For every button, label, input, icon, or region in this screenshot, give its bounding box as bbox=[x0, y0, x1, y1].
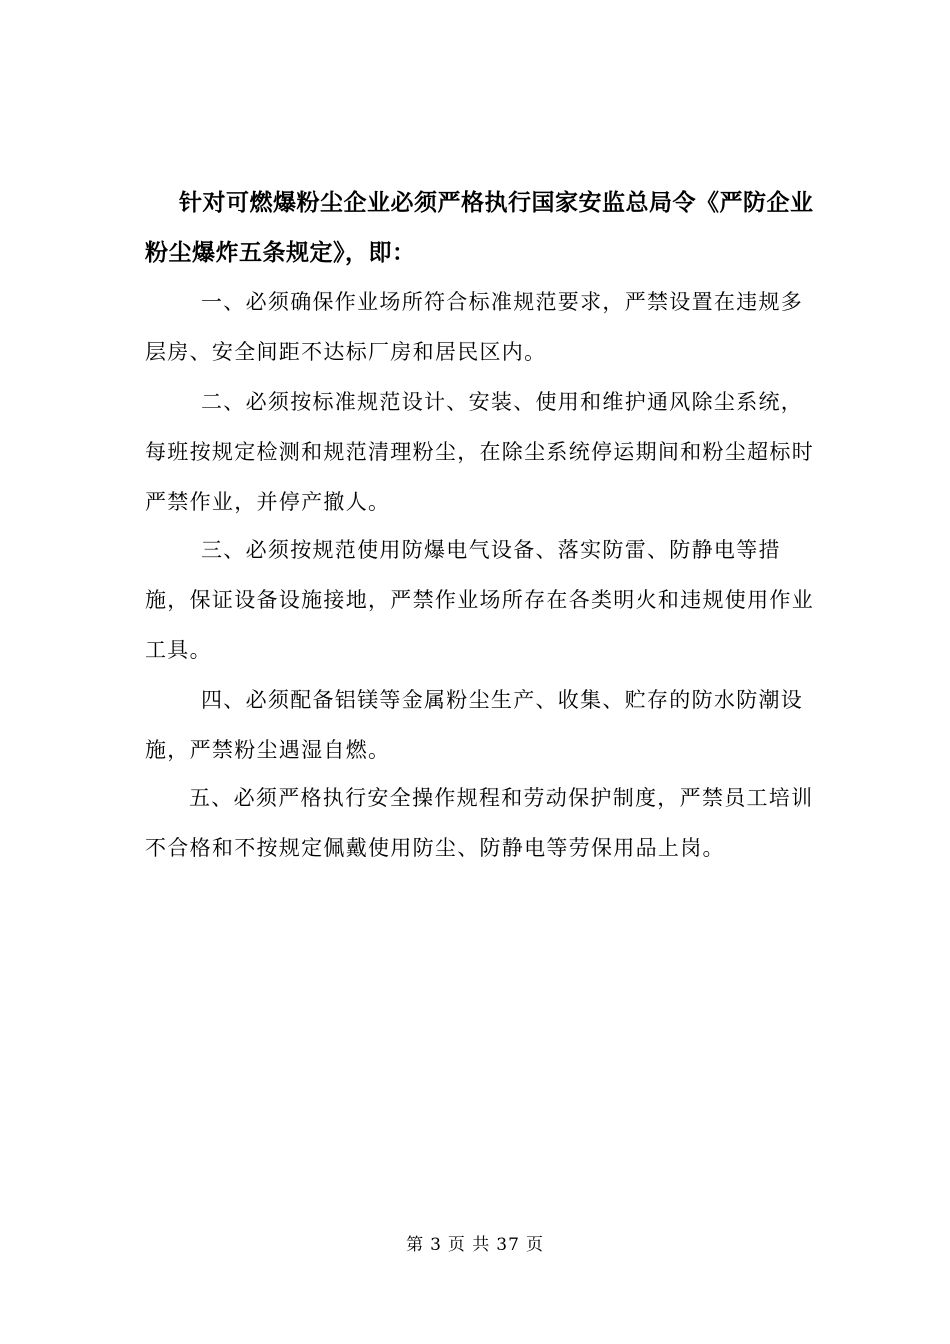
rule-paragraph-5: 五、必须严格执行安全操作规程和劳动保护制度，严禁员工培训不合格和不按规定佩戴使用防尘、防静电等劳保用品上岗。 bbox=[145, 786, 814, 860]
rule-paragraph-2: 二、必须按标准规范设计、安装、使用和维护通风除尘系统，每班按规定检测和规范清理粉尘，在除尘系统停运期间和粉尘超标时严禁作业，并停产撤人。 bbox=[145, 390, 814, 514]
rule-paragraph-1: 一、必须确保作业场所符合标准规范要求，严禁设置在违规多层房、安全间距不达标厂房和居民区内。 bbox=[145, 290, 804, 364]
footer-suffix: 页 bbox=[525, 1235, 544, 1255]
current-page-number: 3 bbox=[430, 1235, 442, 1255]
rule-paragraph-4: 四、必须配备铝镁等金属粉尘生产、收集、贮存的防水防潮设施，严禁粉尘遇湿自燃。 bbox=[145, 688, 804, 762]
total-page-count: 37 bbox=[496, 1235, 520, 1255]
rule-paragraph-3: 三、必须按规范使用防爆电气设备、落实防雷、防静电等措施，保证设备设施接地，严禁作业场所存在各类明火和违规使用作业工具。 bbox=[145, 538, 814, 662]
intro-paragraph: 针对可燃爆粉尘企业必须严格执行国家安监总局令《严防企业粉尘爆炸五条规定》，即： bbox=[145, 189, 814, 266]
footer-prefix: 第 bbox=[406, 1235, 425, 1255]
page-footer bbox=[0, 1230, 950, 1255]
footer-middle: 页 共 bbox=[447, 1235, 491, 1255]
